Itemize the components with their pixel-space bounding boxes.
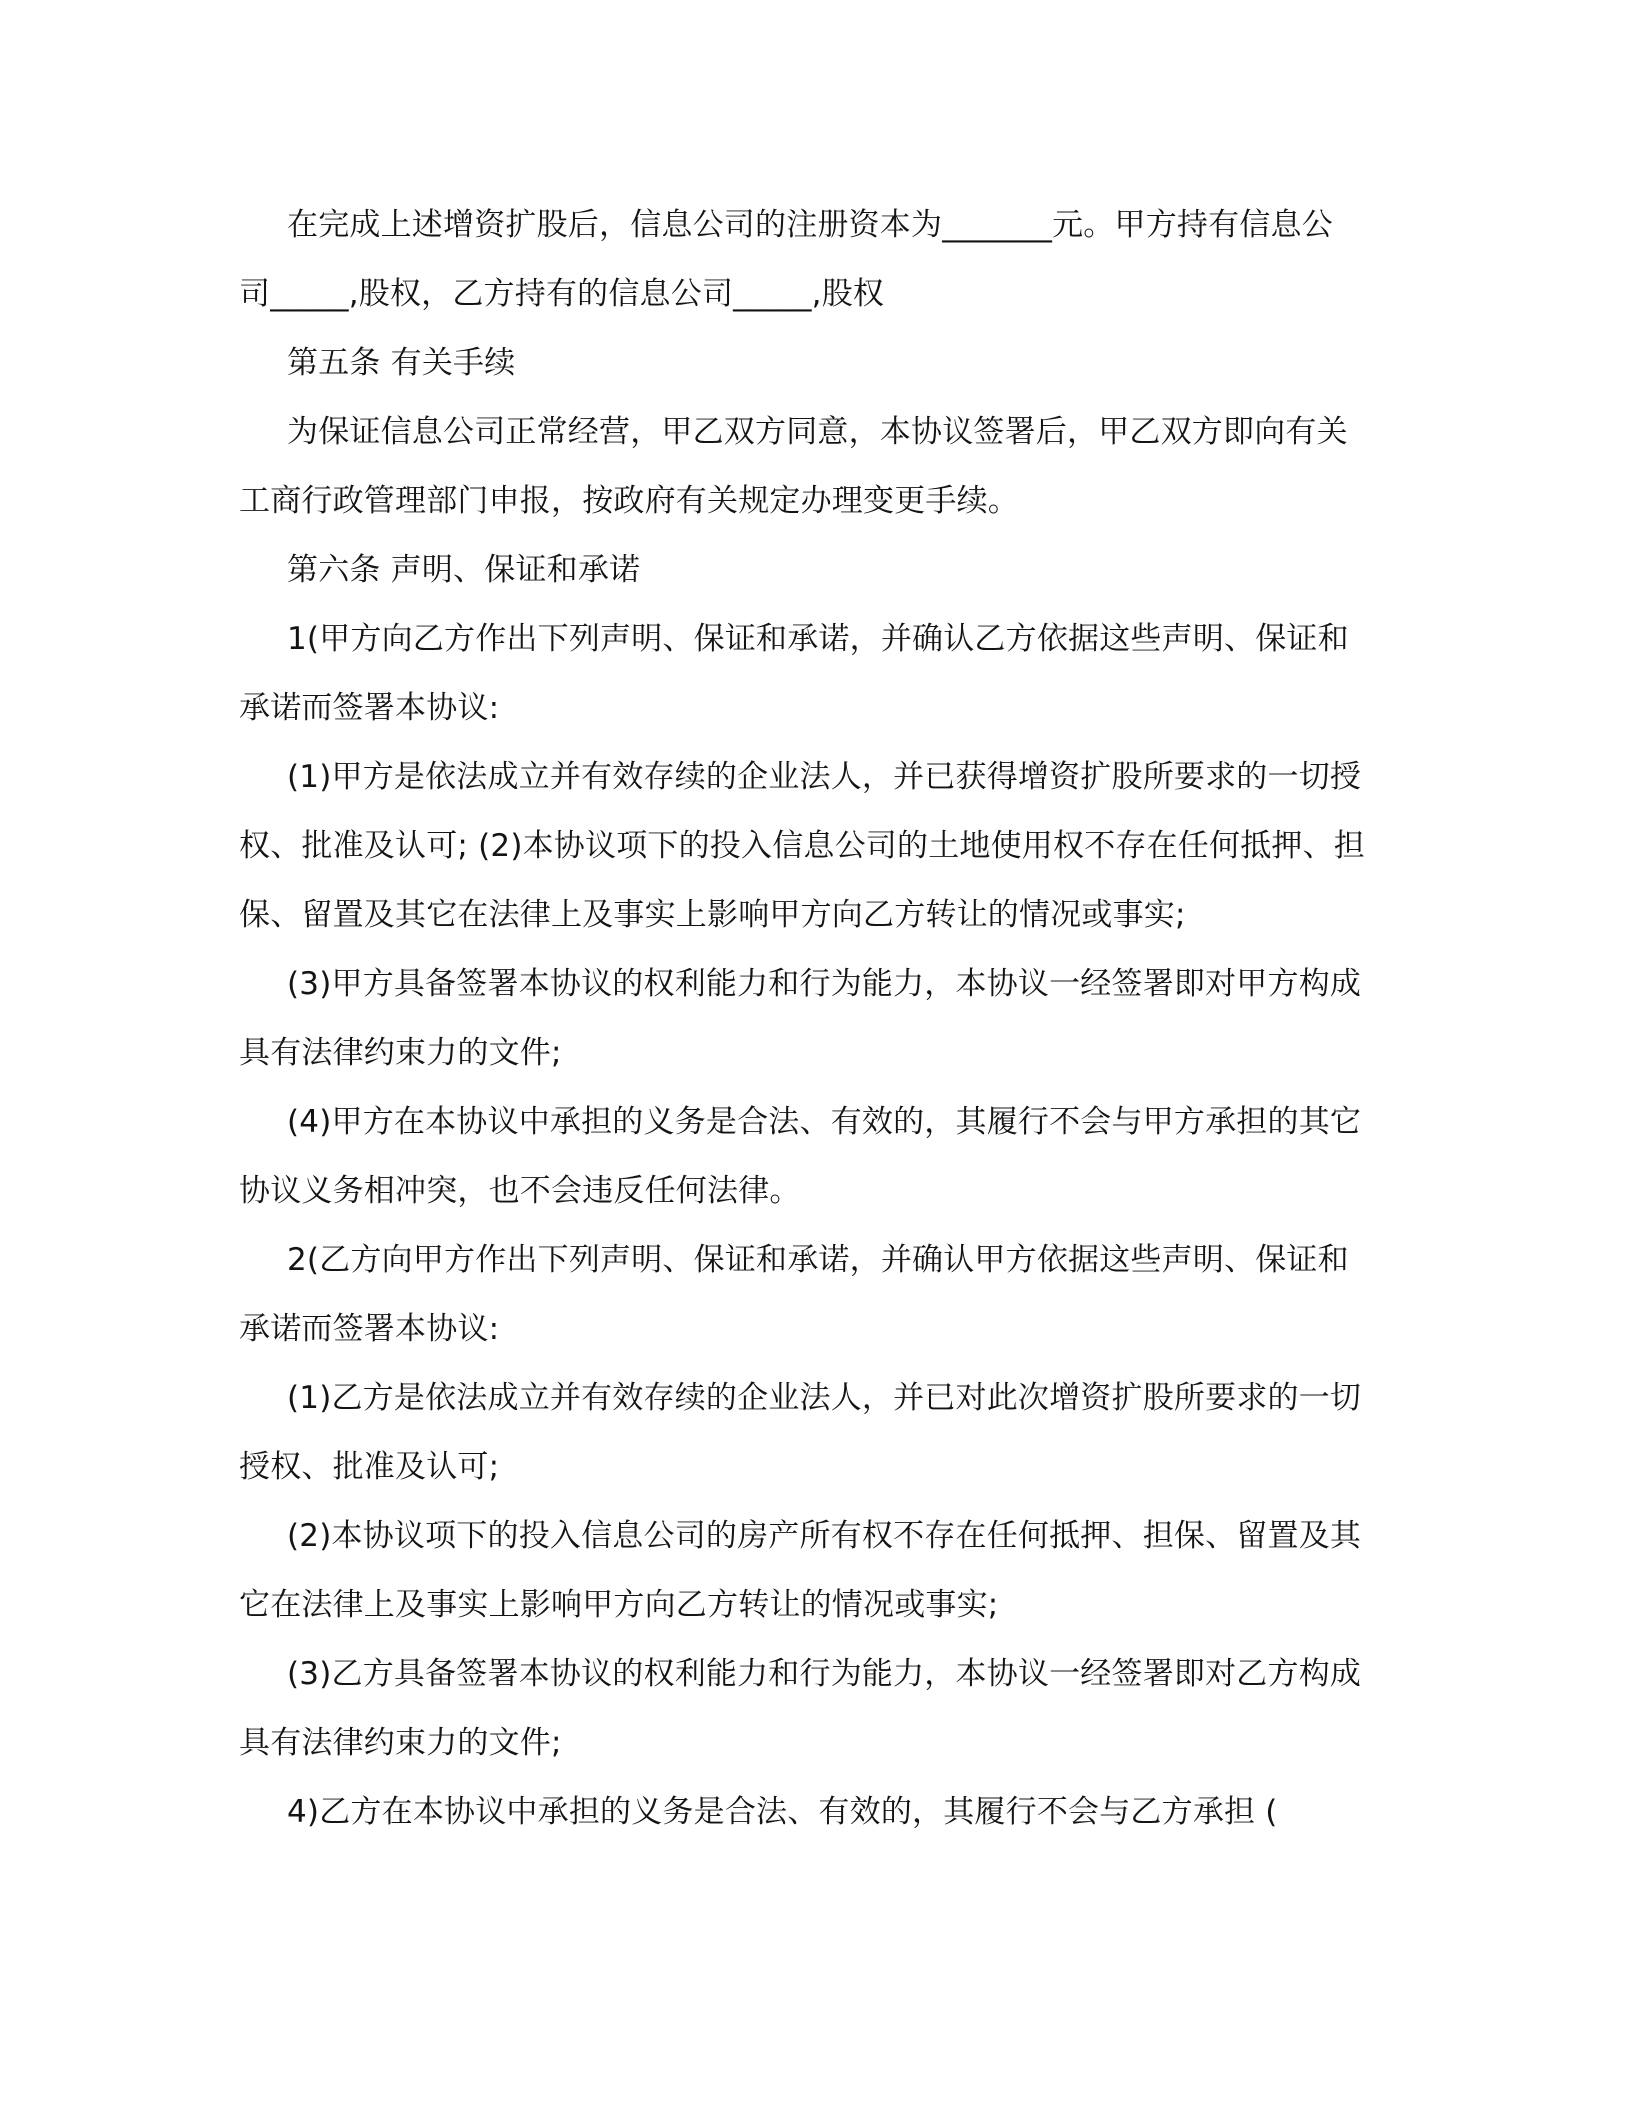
text-line: (1)乙方是依法成立并有效存续的企业法人，并已对此次增资扩股所要求的一切 (287, 1380, 1362, 1416)
text-line: 司_____,股权，乙方持有的信息公司_____,股权 (239, 276, 885, 312)
text-line: (4)甲方在本协议中承担的义务是合法、有效的，其履行不会与甲方承担的其它 (287, 1104, 1362, 1140)
text-line: (3)乙方具备签署本协议的权利能力和行为能力，本协议一经签署即对乙方构成 (287, 1656, 1362, 1692)
text-line: 为保证信息公司正常经营，甲乙双方同意，本协议签署后，甲乙双方即向有关 (287, 414, 1348, 450)
text-line: 具有法律约束力的文件; (239, 1725, 562, 1761)
text-line: (3)甲方具备签署本协议的权利能力和行为能力，本协议一经签署即对甲方构成 (287, 966, 1362, 1002)
text-line: 承诺而签署本协议: (239, 690, 500, 726)
text-line: 权、批准及认可; (2)本协议项下的投入信息公司的土地使用权不存在任何抵押、担 (239, 828, 1366, 864)
text-line: 2(乙方向甲方作出下列声明、保证和承诺，并确认甲方依据这些声明、保证和 (287, 1242, 1349, 1278)
text-line: 具有法律约束力的文件; (239, 1035, 562, 1071)
text-line: 协议义务相冲突，也不会违反任何法律。 (239, 1173, 801, 1209)
text-line: (2)本协议项下的投入信息公司的房产所有权不存在任何抵押、担保、留置及其 (287, 1518, 1362, 1554)
section-heading: 第五条 有关手续 (287, 345, 516, 381)
text-line: 在完成上述增资扩股后，信息公司的注册资本为_______元。甲方持有信息公 (287, 207, 1333, 243)
text-line: 1(甲方向乙方作出下列声明、保证和承诺，并确认乙方依据这些声明、保证和 (287, 621, 1349, 657)
text-line: 它在法律上及事实上影响甲方向乙方转让的情况或事实; (239, 1587, 999, 1623)
text-line: 工商行政管理部门申报，按政府有关规定办理变更手续。 (239, 483, 1019, 519)
text-line: 4)乙方在本协议中承担的义务是合法、有效的，其履行不会与乙方承担 ( (287, 1794, 1278, 1830)
text-line: 承诺而签署本协议: (239, 1311, 500, 1347)
text-line: 授权、批准及认可; (239, 1449, 500, 1485)
section-heading: 第六条 声明、保证和承诺 (287, 552, 641, 588)
text-line: 保、留置及其它在法律上及事实上影响甲方向乙方转让的情况或事实; (239, 897, 1186, 933)
text-line: (1)甲方是依法成立并有效存续的企业法人，并已获得增资扩股所要求的一切授 (287, 759, 1362, 795)
